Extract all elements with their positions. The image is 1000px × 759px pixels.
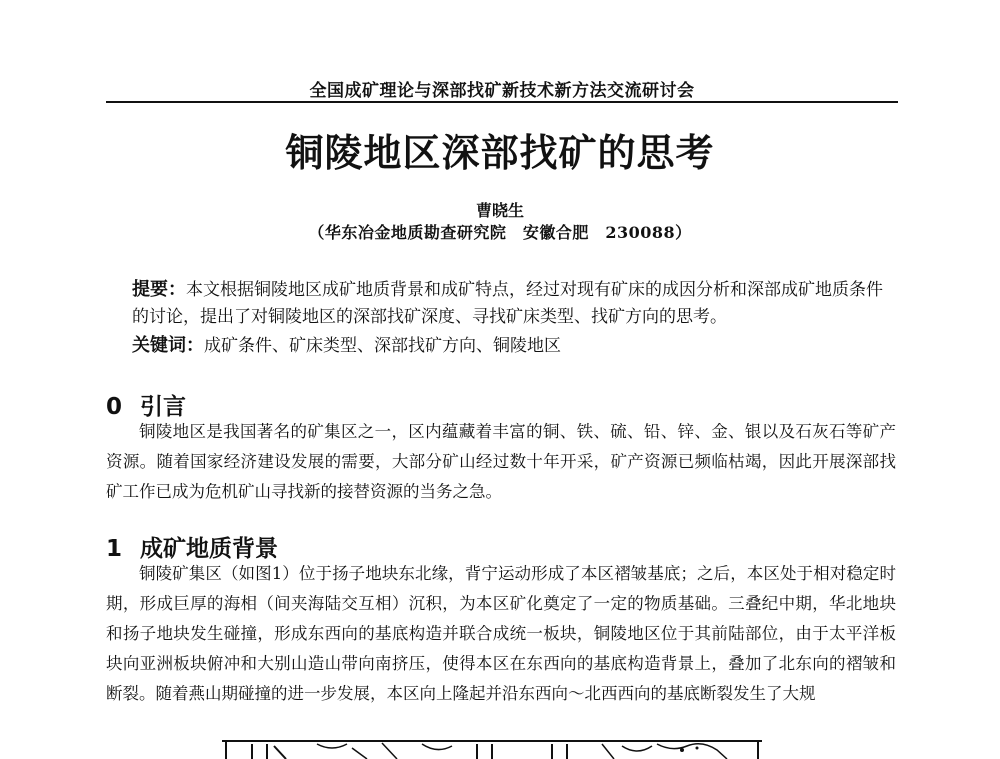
- header-rule: [106, 101, 898, 103]
- author-affiliation: （华东冶金地质勘查研究院 安徽合肥 230088）: [308, 223, 692, 242]
- keywords-text: 成矿条件、矿床类型、深部找矿方向、铜陵地区: [204, 336, 561, 356]
- running-header: 全国成矿理论与深部找矿新技术新方法交流研讨会: [309, 81, 695, 101]
- section-title: 成矿地质背景: [140, 536, 278, 562]
- section-title: 引言: [140, 394, 186, 420]
- section-paragraph-geology: 铜陵矿集区（如图1）位于扬子地块东北缘，背宁运动形成了本区褶皱基底；之后，本区处于相对稳定时期，形成巨厚的海相（间夹海陆交互相）沉积，为本区矿化奠定了一定的物质基础。三叠纪中期，华北地块和扬子地块发生碰撞，形成东西向的基底构造并联合成统一板块，铜陵地区位于其前陆部位，由于太平洋板块向亚洲板块俯冲和大别山造山带向南挤压，使得本区在东西向的基底构造背景上，叠加了北东向的褶皱和断裂。随着燕山期碰撞的进一步发展，本区向上隆起并沿东西向～北西西向的基底断裂发生了大规: [106, 564, 896, 703]
- abstract: [132, 276, 896, 331]
- paper-title: 铜陵地区深部找矿的思考: [285, 131, 715, 175]
- section-number: 1: [106, 536, 123, 562]
- section-number: 0: [106, 394, 123, 420]
- figure-1-top-edge: [222, 738, 762, 759]
- abstract-text: 本文根据铜陵地区成矿地质背景和成矿特点，经过对现有矿床的成因分析和深部成矿地质条件的讨论，提出了对铜陵地区的深部找矿深度、寻找矿床类型、找矿方向的思考。: [132, 280, 883, 327]
- author-name: 曹晓生: [475, 201, 524, 220]
- abstract-label: 提要：: [132, 279, 186, 300]
- section-paragraph-introduction: 铜陵地区是我国著名的矿集区之一，区内蕴藏着丰富的铜、铁、硫、铅、锌、金、银以及石灰石等矿产资源。随着国家经济建设发展的需要，大部分矿山经过数十年开采，矿产资源已频临枯竭，因此开展深部找矿工作已成为危机矿山寻找新的接替资源的当务之急。: [106, 422, 896, 501]
- keywords-label: 关键词：: [132, 335, 204, 356]
- keywords: [132, 332, 896, 360]
